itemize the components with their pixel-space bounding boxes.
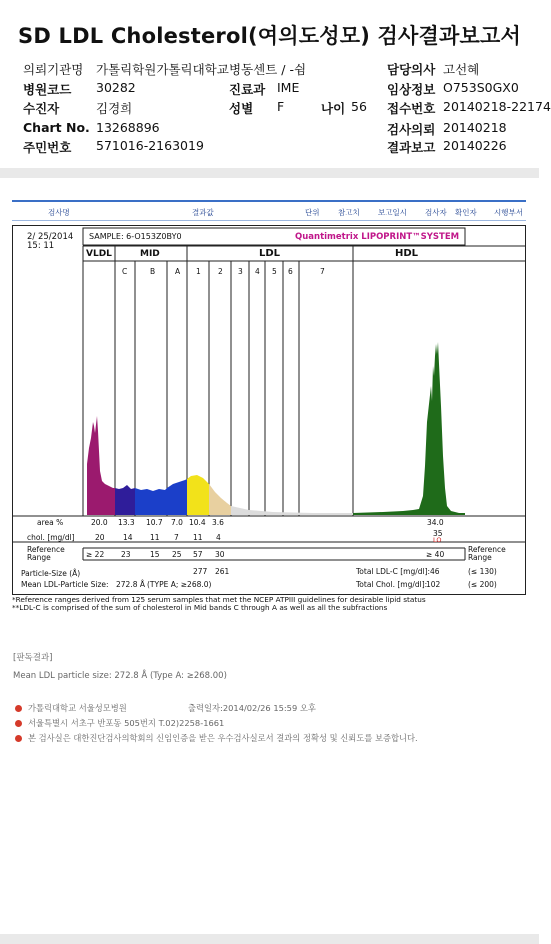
ref-b: 15: [150, 550, 160, 559]
clinical-info-value: O753S0GX0: [443, 80, 519, 95]
area-b: 10.7: [146, 518, 163, 527]
mid-c-peak: [115, 485, 135, 515]
chol-hdl: 35: [433, 529, 443, 538]
bottom-divider: [0, 934, 539, 944]
bullet-icon: [15, 705, 22, 712]
col-reference: 참고치: [338, 208, 360, 217]
mean-ldl-value: 272.8 Å: [116, 580, 145, 589]
system-brand: Quantimetrix LIPOPRINT™SYSTEM: [295, 232, 460, 242]
footnote-reference: *Reference ranges derived from 125 serum samples that met the NCEP ATPIII guidelines for desirable lipid status: [12, 595, 426, 604]
ref-vldl: ≥ 22: [86, 550, 105, 559]
sex-label: 성별: [229, 101, 254, 116]
institution-label: 의뢰기관명: [23, 62, 84, 77]
footer-address: 서울특별시 서초구 반포동 505번지 T.02)2258-1661: [28, 718, 225, 728]
area-c: 13.3: [118, 518, 135, 527]
mid-a-peak: [167, 479, 187, 515]
electrophoresis-chart: [13, 226, 525, 594]
interpretation-heading: [판독결과]: [13, 653, 53, 663]
band-vldl: VLDL: [86, 249, 112, 259]
request-date-value: 20140218: [443, 120, 507, 135]
total-chol-value: 102: [426, 580, 441, 589]
subband-5: 5: [272, 267, 277, 276]
area-a: 7.0: [171, 518, 183, 527]
subband-2: 2: [218, 267, 223, 276]
footer-certification: 본 검사실은 대한진단검사의학회의 신임인증을 받은 우수검사실로서 결과의 정확성 및 신뢰도를 보증합니다.: [28, 733, 418, 743]
subband-a: A: [175, 267, 181, 276]
section-divider: [0, 168, 539, 178]
chol-vldl: 20: [95, 533, 105, 542]
accession-label: 접수번호: [387, 101, 436, 116]
chol-label: chol. [mg/dl]: [27, 533, 75, 542]
subband-c: C: [122, 267, 128, 276]
ref-hdl: ≥ 40: [426, 550, 445, 559]
total-ldl-ref: (≤ 130): [468, 567, 497, 576]
band-hdl: HDL: [395, 248, 419, 259]
ref-1: 57: [193, 550, 203, 559]
patient-label: 수진자: [23, 101, 60, 116]
clinical-info-label: 임상정보: [387, 82, 436, 97]
ref-2: 30: [215, 550, 225, 559]
hospital-code-value: 30282: [96, 80, 136, 95]
vldl-peak: [87, 416, 115, 515]
lipoprint-report: [12, 225, 526, 595]
age-label: 나이: [321, 101, 346, 116]
chart-no-label: Chart No.: [23, 120, 90, 135]
accession-value: 20140218-22174: [443, 99, 551, 114]
interpretation-text: Mean LDL particle size: 272.8 Å (Type A: ≥268.00): [13, 671, 227, 681]
chol-a: 7: [174, 533, 179, 542]
ref-label: Reference Range: [27, 545, 65, 562]
request-date-label: 검사의뢰: [387, 122, 436, 137]
bullet-icon: [15, 720, 22, 727]
hdl-low-flag: LO: [433, 536, 442, 544]
ward-value: 병동센트 / -쉼: [229, 62, 307, 77]
particle-size-1: 277: [193, 567, 208, 576]
sex-value: F: [277, 99, 285, 114]
ref-a: 25: [172, 550, 182, 559]
footnote-ldl: **LDL-C is comprised of the sum of cholesterol in Mid bands C through A as well as all the subfractions: [12, 603, 388, 612]
department-label: 진료과: [229, 82, 266, 97]
hdl-peak: [353, 342, 465, 515]
subband-3: 3: [238, 267, 243, 276]
resident-no-value: 571016-2163019: [96, 138, 204, 153]
subband-6: 6: [288, 267, 293, 276]
report-title: SD LDL Cholesterol(여의도성모) 검사결과보고서: [18, 24, 521, 48]
footer-printed: 출력일자:2014/02/26 15:59 오후: [188, 703, 316, 713]
particle-size-label: Particle-Size (Å): [21, 569, 81, 578]
chol-c: 14: [123, 533, 133, 542]
ref-c: 23: [121, 550, 131, 559]
particle-size-2: 261: [215, 567, 230, 576]
resident-no-label: 주민번호: [23, 140, 72, 155]
bullet-icon: [15, 735, 22, 742]
age-value: 56: [351, 99, 367, 114]
col-lab: 시행부서: [494, 208, 523, 217]
sample-id: SAMPLE: 6-O153Z0BY0: [89, 232, 182, 241]
mean-ldl-label: Mean LDL-Particle Size:: [21, 580, 109, 589]
doctor-value: 고선혜: [443, 62, 480, 77]
mean-ldl-type: (TYPE A; ≥268.0): [147, 580, 212, 589]
col-unit: 단위: [305, 208, 320, 217]
total-ldl-label: Total LDL-C [mg/dl]:: [356, 567, 431, 576]
col-confirmer: 확인자: [455, 208, 477, 217]
results-column-header: [12, 200, 526, 221]
total-chol-ref: (≤ 200): [468, 580, 497, 589]
subband-7: 7: [320, 267, 325, 276]
subband-4: 4: [255, 267, 260, 276]
area-hdl: 34.0: [427, 518, 444, 527]
report-date-label: 결과보고: [387, 140, 436, 155]
subband-1: 1: [196, 267, 201, 276]
mid-b-peak: [135, 488, 167, 515]
area-1: 10.4: [189, 518, 206, 527]
area-vldl: 20.0: [91, 518, 108, 527]
doctor-label: 담당의사: [387, 62, 436, 77]
band-mid: MID: [140, 249, 160, 259]
patient-value: 김경희: [96, 101, 133, 116]
area-label: area %: [37, 518, 64, 527]
total-chol-label: Total Chol. [mg/dl]:: [356, 580, 428, 589]
col-tester: 검사자: [425, 208, 447, 217]
system-label-box: [83, 228, 465, 245]
chol-2: 4: [216, 533, 221, 542]
report-time: 15: 11: [27, 241, 55, 251]
chart-no-value: 13268896: [96, 120, 160, 135]
col-report-date: 보고일시: [378, 208, 407, 217]
report-date-value: 20140226: [443, 138, 507, 153]
col-result: 결과값: [192, 208, 214, 217]
hospital-code-label: 병원코드: [23, 82, 72, 97]
area-2: 3.6: [212, 518, 224, 527]
band-ldl: LDL: [259, 248, 281, 259]
chol-1: 11: [193, 533, 203, 542]
chol-b: 11: [150, 533, 160, 542]
ldl-1-peak: [187, 475, 209, 515]
band-separators: [83, 246, 353, 516]
department-value: IME: [277, 80, 300, 95]
ref-label-right: Reference Range: [468, 545, 506, 562]
footer-hospital: 가톨릭대학교 서울성모병원: [28, 703, 127, 713]
col-test-name: 검사명: [48, 208, 70, 217]
report-date: 2/ 25/2014: [27, 232, 74, 242]
ldl-2-peak: [209, 484, 231, 515]
total-ldl-value: 46: [430, 567, 440, 576]
subband-b: B: [150, 267, 156, 276]
institution-value: 가톨릭학원가톨릭대학교: [96, 62, 229, 77]
